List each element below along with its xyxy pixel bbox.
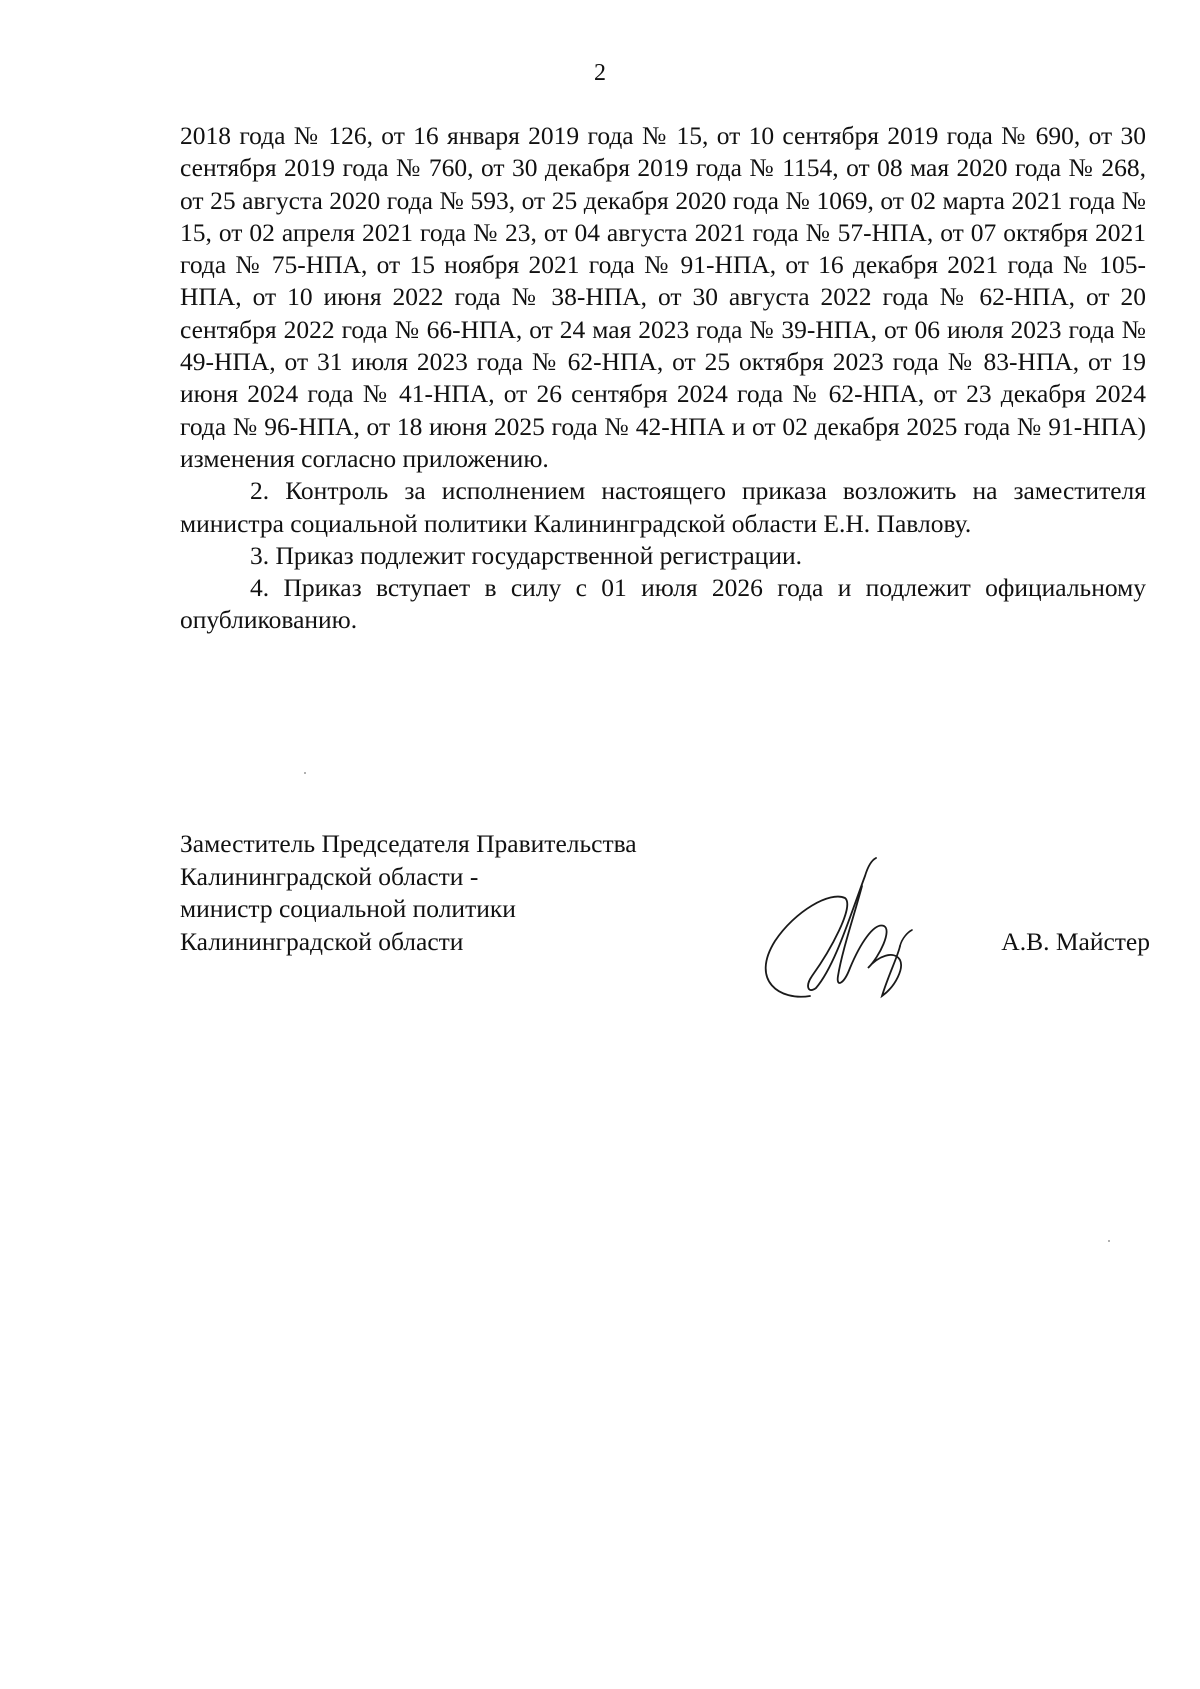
signatory-title-line: Калининградской области [180,926,464,956]
paragraph-amendments-list: 2018 года № 126, от 16 января 2019 года № 15, от 10 сентября 2019 года № 690, от 30 сентября 2019 года № 760, от 30 декабря 2019 года № 1154, от 08 мая 2020 года № 268, от 25 августа 2020 года № 593, от 25 декабря 2020 года № 1069, от 02 марта 2021 года № 15, от 02 апреля 2021 года № 23, от 04 августа 2021 года № 57-НПА, от 07 октября 2021 года № 75-НПА, от 15 ноября 2021 года № 91-НПА, от 16 декабря 2021 года № 105-НПА, от 10 июня 2022 года № 38-НПА, от 30 августа 2022 года № 62-НПА, от 20 сентября 2022 года № 66-НПА, от 24 мая 2023 года № 39-НПА, от 06 июля 2023 года № 49-НПА, от 31 июля 2023 года № 62-НПА, от 25 октября 2023 года № 83-НПА, от 19 июня 2024 года № 41-НПА, от 26 сентября 2024 года № 62-НПА, от 23 декабря 2024 года № 96-НПА, от 18 июня 2025 года № 42-НПА и от 02 декабря 2025 года № 91-НПА) изменения согласно приложению. [180,121,1146,473]
paragraph-effective-date: 4. Приказ вступает в силу с 01 июля 2026 года и подлежит официальному опубликованию. [180,573,1146,635]
scan-speck [304,772,306,774]
signatory-title-line: министр социальной политики [180,894,516,923]
signatory-title [180,828,800,958]
paragraph-control: 2. Контроль за исполнением настоящего приказа возложить на заместителя министра социальной политики Калининградской области Е.Н. Павлову. [180,476,1146,538]
signatory-name: А.В. Майстер [1001,927,1150,956]
paragraph-registration: 3. Приказ подлежит государственной регистрации. [250,540,802,570]
handwritten-signature [750,856,915,1006]
page-number: 2 [594,60,606,86]
signatory-title-line: Заместитель Председателя Правительства [180,829,637,858]
scan-speck [1108,1240,1110,1242]
signatory-title-line: Калининградской области - [180,861,479,891]
document-body [180,120,1146,637]
